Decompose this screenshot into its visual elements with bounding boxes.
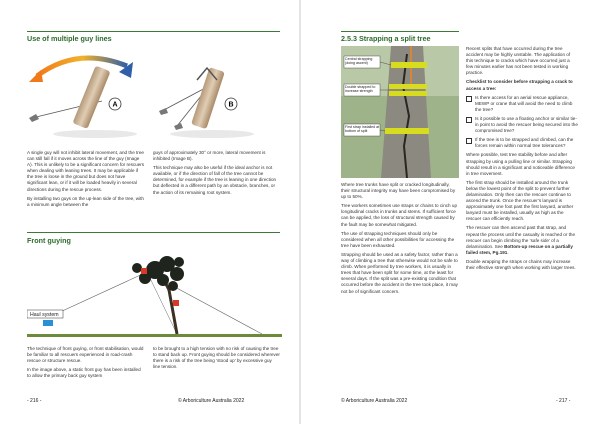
guy-lines-illustration	[27, 46, 282, 146]
paragraph: By installing two guys on the up-lean side of the tree, with a minimum angle between the	[27, 195, 144, 207]
tree-trunk	[72, 66, 110, 129]
strapping-col-2	[466, 46, 578, 274]
checkbox[interactable]	[466, 96, 472, 102]
paragraph: The first strap should be installed around the trunk below the lowest point of the split to prevent further delamination. Only then can the rescuer continue to ascend the trunk. Once the rescuer’s lanyard is approximately one foot past the first lanyard, another lanyard must be installed, usually as high as the rescuer can efficiently reach.	[466, 179, 574, 222]
label-a: A	[112, 101, 118, 109]
strap-bottom	[385, 128, 429, 134]
page-number-right: - 217 -	[556, 398, 571, 404]
anchor-marker	[141, 268, 147, 274]
anchor-marker	[173, 300, 179, 306]
paragraph: This technique may also be useful if the ideal anchor is not available, or if the direction of fall of the tree cannot be determined, for example if the tree is leaning in one direction but deflected in a different path by an obstacle, branches, or the action of its remaining root system.	[153, 165, 277, 195]
heading-rule	[341, 31, 459, 32]
haul-system-label: Haul system	[30, 312, 59, 318]
paragraph: The technique of front guying, or front stabilisation, would be familiar to all rescuers experienced in road-crash rescue or structure rescue.	[27, 346, 144, 364]
paragraph-text: .	[507, 249, 509, 255]
ground	[27, 334, 282, 337]
cross-reference: Bottom-up rescue on a partially failed stem, Pg.191	[466, 243, 573, 255]
paragraph: Double wrapping the straps or chains may increase their effective strength when working with larger trees.	[466, 258, 576, 270]
ground-anchor	[29, 114, 39, 122]
heading-guy-lines: Use of multiple guy lines	[27, 34, 112, 43]
page-gutter	[299, 0, 301, 424]
guy-lines-col-2	[153, 150, 280, 199]
paragraph: Where tree trunks have split or cracked longitudinally, their structural integrity may have been compromised by up to 50%.	[341, 182, 456, 200]
paragraph-text: The rescuer can then ascend past that strap, and repeat the process until the casualty is reached or the rescuer can begin climbing the ‘safe side’ of a delamination. See	[466, 225, 576, 249]
movement-arrow-arc	[37, 58, 127, 76]
checkbox[interactable]	[466, 117, 472, 123]
heading-front-guying: Front guying	[27, 236, 71, 245]
heading-strapping: 2.5.3 Strapping a split tree	[341, 34, 431, 43]
paragraph: A single guy will not inhibit lateral movement, and the tree can still fall if it moves across the line of the guy (Image A). This is unlikely to be a significant concern for rescuers when dealing with leaning trees. It may be applicable if the tree is loose in the ground but does not have significant lean, or if it will be loaded heavily in several directions during the rescue process.	[27, 150, 145, 192]
checklist-item	[466, 95, 578, 113]
callout-first-strap: First strap installed at bottom of split	[345, 124, 380, 133]
checklist-text: If the tree is to be strapped and climbed, can the forces remain within normal tree tolerances?	[475, 137, 574, 149]
heading-rule	[27, 31, 280, 32]
checklist-text: Is there access for an aerial rescue appliance, MEWP or crane that will avoid the need to climb the tree?	[475, 94, 573, 112]
ground-shadow	[53, 130, 137, 138]
front-guying-illustration	[27, 250, 282, 342]
paragraph: Tree workers sometimes use straps or chains to cinch up longitudinal cracks in trunks and stems. If sufficient force can be applied, the loss of structural strength caused by the fault may be somewhat mitigated.	[341, 203, 457, 227]
diagram-a	[29, 58, 137, 138]
tree-trunk-b	[191, 67, 225, 129]
callout-double-strap: Double strapped to increase strength	[345, 84, 376, 93]
front-guying-col-2	[153, 346, 280, 373]
paragraph: The use of strapping techniques should only be considered when all other possibilities for accessing the tree have been exhausted.	[341, 230, 455, 248]
tree-canopy	[132, 256, 184, 291]
ground-anchor-b1	[159, 108, 168, 115]
strap-double-1	[389, 84, 427, 89]
paragraph: In the image above, a static front guy has been installed to allow the primary back guy system	[27, 367, 141, 379]
copyright-right: © Arboriculture Australia 2022	[341, 398, 408, 404]
haul-system-icon	[43, 320, 53, 326]
copyright-left: © Arboriculture Australia 2022	[178, 398, 245, 404]
guy-lines-col-1	[27, 150, 145, 211]
paragraph: to be brought to a high tension with no risk of causing the tree to stand back up. Front guying should be considered wherever there is a risk of the tree being ‘stood up’ by excessive guy line tension.	[153, 346, 280, 370]
strap-double-2	[389, 91, 427, 96]
split-tree-photo	[341, 46, 459, 178]
paragraph: guys of approximately 30° or more, lateral movement is inhibited (Image B).	[153, 150, 266, 162]
paragraph	[466, 225, 578, 255]
paragraph: Strapping should be used as a safety factor, rather than a way of climbing a tree that otherwise would not be safe to climb. When performed by tree workers, it is usually in trees that have been split for some time, at the least for several days. If the split was a pre-existing condition that occurred before the accident in the tree took place, it may not be of significant concern.	[341, 251, 458, 294]
page-number-left: - 216 -	[27, 398, 42, 404]
ground-shadow-b	[170, 130, 254, 138]
checklist-item	[466, 116, 578, 134]
label-b: B	[228, 101, 234, 109]
paragraph: Recent splits that have occurred during the tree accident may be highly unstable. The application of this technique to cracks which have occurred just a few minutes earlier has not been tested in working practice.	[466, 46, 571, 76]
diagram-b	[159, 67, 254, 138]
strap-top	[391, 62, 427, 68]
checkbox[interactable]	[466, 138, 472, 144]
heading-rule	[27, 232, 280, 233]
callout-central-strap: Central strapping (doing ascent)	[345, 56, 373, 65]
strapping-col-1	[341, 182, 459, 298]
arrow-head-left	[29, 70, 43, 82]
checklist-item	[466, 137, 578, 149]
front-guying-col-1	[27, 346, 145, 382]
paragraph: Where possible, test tree stability before and after strapping by using a pulling line or similar. Strapping should result in a significant and noticeable difference in tree movement.	[466, 152, 575, 176]
checklist-heading: Checklist to consider before strapping a crack to access a tree:	[466, 79, 573, 91]
checklist-text: Is it possible to use a floating anchor or similar tie-in point to avoid the rescuer being secured into the compromised tree?	[475, 115, 578, 134]
